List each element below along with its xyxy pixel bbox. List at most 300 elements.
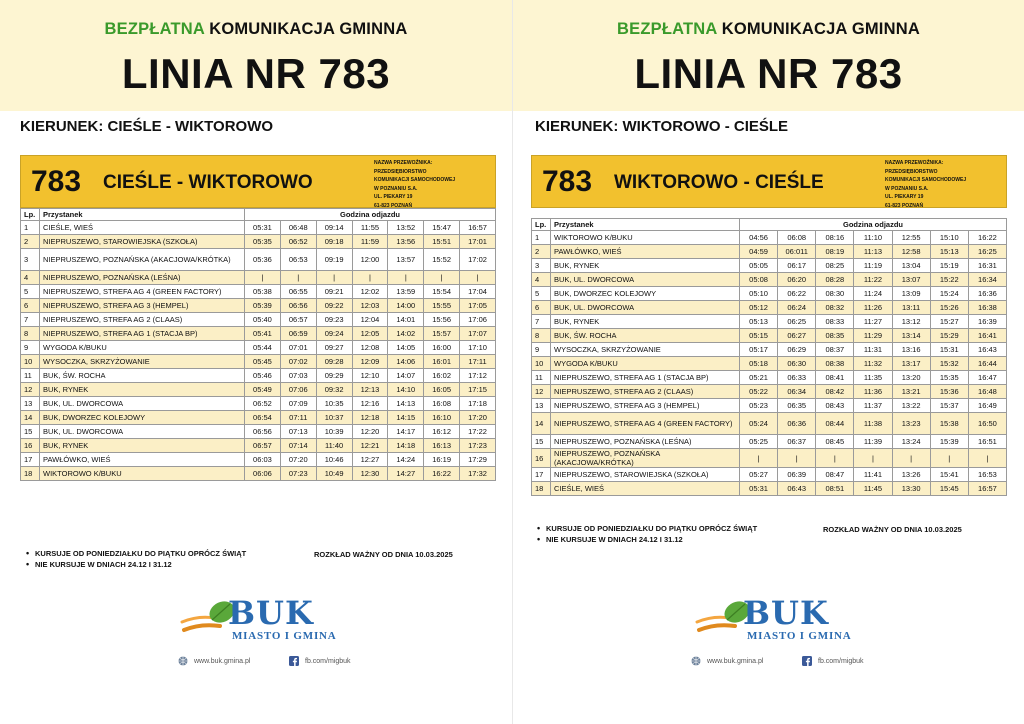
col-lp-header: Lp. xyxy=(21,209,40,221)
departure-time: 16:19 xyxy=(424,453,460,467)
departure-time: 05:36 xyxy=(245,249,281,271)
free-transport-title: BEZPŁATNA KOMUNIKACJA GMINNA xyxy=(617,20,920,38)
departure-time: 05:17 xyxy=(740,343,778,357)
departure-time: | xyxy=(460,271,496,285)
table-row xyxy=(532,449,1007,468)
row-lp: 11 xyxy=(21,369,40,383)
departure-time: 15:47 xyxy=(424,221,460,235)
departure-time: 17:07 xyxy=(460,327,496,341)
row-lp: 7 xyxy=(21,313,40,327)
logo-subtitle: MIASTO I GMINA xyxy=(747,630,852,642)
row-stop-name: BUK, UL. DWORCOWA xyxy=(551,273,740,287)
departure-time: 09:18 xyxy=(316,235,352,249)
departure-time: 06:34 xyxy=(778,385,816,399)
table-row xyxy=(21,249,496,271)
departure-time: 05:25 xyxy=(740,435,778,449)
col-lp-header: Lp. xyxy=(532,219,551,231)
table-row xyxy=(21,453,496,467)
row-stop-name: WYSOCZKA, SKRZYŻOWANIE xyxy=(551,343,740,357)
departure-time: 05:44 xyxy=(245,341,281,355)
departure-time: 06:011 xyxy=(778,245,816,259)
departure-time: 07:01 xyxy=(280,341,316,355)
table-row xyxy=(532,482,1007,496)
departure-time: 06:30 xyxy=(778,357,816,371)
departure-time: 12:20 xyxy=(352,425,388,439)
departure-time: | xyxy=(316,271,352,285)
departure-time: 17:06 xyxy=(460,313,496,327)
departure-time: 13:16 xyxy=(892,343,930,357)
departure-time: 12:21 xyxy=(352,439,388,453)
departure-time: 09:22 xyxy=(316,299,352,313)
departure-time: 16:53 xyxy=(968,468,1006,482)
departure-time: 05:40 xyxy=(245,313,281,327)
departure-time: 05:27 xyxy=(740,468,778,482)
departure-time: 15:13 xyxy=(930,245,968,259)
departure-time: | xyxy=(245,271,281,285)
departure-time: 14:02 xyxy=(388,327,424,341)
departure-time: 16:57 xyxy=(460,221,496,235)
table-row xyxy=(532,301,1007,315)
departure-time: 16:44 xyxy=(968,357,1006,371)
header-banner xyxy=(0,0,512,111)
departure-time: 15:57 xyxy=(424,327,460,341)
departure-time: 05:39 xyxy=(245,299,281,313)
carrier-info xyxy=(885,159,1005,210)
departure-time: 14:05 xyxy=(388,341,424,355)
departure-time: 16:51 xyxy=(968,435,1006,449)
table-row xyxy=(532,399,1007,413)
departure-time: 10:49 xyxy=(316,467,352,481)
departure-time: 13:09 xyxy=(892,287,930,301)
departure-time: 06:33 xyxy=(778,371,816,385)
departure-time: 11:39 xyxy=(854,435,892,449)
departure-time: 07:06 xyxy=(280,383,316,397)
row-lp: 5 xyxy=(532,287,551,301)
departure-time: 09:21 xyxy=(316,285,352,299)
departure-time: 11:32 xyxy=(854,357,892,371)
row-lp: 13 xyxy=(21,397,40,411)
departure-time: 08:41 xyxy=(816,371,854,385)
departure-time: 15:35 xyxy=(930,371,968,385)
departure-time: 17:10 xyxy=(460,341,496,355)
departure-time: 12:03 xyxy=(352,299,388,313)
departure-time: 15:19 xyxy=(930,259,968,273)
table-row xyxy=(21,411,496,425)
route-name: CIEŚLE - WIKTOROWO xyxy=(103,172,313,193)
departure-time: 13:57 xyxy=(388,249,424,271)
route-box xyxy=(531,155,1007,208)
departure-time: 16:34 xyxy=(968,273,1006,287)
departure-time: 08:47 xyxy=(816,468,854,482)
row-lp: 5 xyxy=(21,285,40,299)
departure-time: | xyxy=(352,271,388,285)
row-stop-name: BUK, UL. DWORCOWA xyxy=(40,425,245,439)
row-lp: 9 xyxy=(21,341,40,355)
col-times-header: Godzina odjazdu xyxy=(245,209,496,221)
row-stop-name: CIEŚLE, WIEŚ xyxy=(40,221,245,235)
row-stop-name: BUK, DWORZEC KOLEJOWY xyxy=(40,411,245,425)
departure-time: 16:13 xyxy=(424,439,460,453)
departure-time: 10:35 xyxy=(316,397,352,411)
departure-time: 08:30 xyxy=(816,287,854,301)
departure-time: | xyxy=(388,271,424,285)
departure-time: 06:56 xyxy=(280,299,316,313)
table-row xyxy=(532,468,1007,482)
departure-time: 06:48 xyxy=(280,221,316,235)
departure-time: 16:05 xyxy=(424,383,460,397)
carrier-line: 61-823 POZNAŃ xyxy=(374,202,413,209)
row-lp: 3 xyxy=(21,249,40,271)
departure-time: 17:18 xyxy=(460,397,496,411)
valid-from: ROZKŁAD WAŻNY OD DNIA 10.03.2025 xyxy=(823,525,962,534)
timetable xyxy=(531,218,1007,496)
departure-time: 13:07 xyxy=(892,273,930,287)
row-stop-name: NIEPRUSZEWO, POZNAŃSKA (AKACJOWA/KRÓTKA) xyxy=(551,449,740,468)
departure-time: 05:15 xyxy=(740,329,778,343)
departure-time: 11:59 xyxy=(352,235,388,249)
departure-time: 09:23 xyxy=(316,313,352,327)
carrier-line: W POZNANIU S.A. xyxy=(374,185,418,192)
table-row xyxy=(21,397,496,411)
header-banner xyxy=(513,0,1024,111)
departure-time: 16:01 xyxy=(424,355,460,369)
departure-time: 13:04 xyxy=(892,259,930,273)
row-lp: 14 xyxy=(532,413,551,435)
notes-list xyxy=(537,524,757,546)
departure-time: 13:30 xyxy=(892,482,930,496)
row-stop-name: NIEPRUSZEWO, STREFA AG 3 (HEMPEL) xyxy=(40,299,245,313)
row-stop-name: NIEPRUSZEWO, STREFA AG 2 (CLAAS) xyxy=(40,313,245,327)
note-item: • KURSUJE OD PONIEDZIAŁKU DO PIĄTKU OPRÓCZ ŚWIĄT xyxy=(26,549,246,558)
departure-time: 12:08 xyxy=(352,341,388,355)
departure-time: | xyxy=(778,449,816,468)
departure-time: 06:57 xyxy=(280,313,316,327)
departure-time: 15:52 xyxy=(424,249,460,271)
departure-time: 05:23 xyxy=(740,399,778,413)
row-lp: 11 xyxy=(532,371,551,385)
row-lp: 6 xyxy=(532,301,551,315)
departure-time: 17:04 xyxy=(460,285,496,299)
departure-time: 07:20 xyxy=(280,453,316,467)
departure-time: 05:12 xyxy=(740,301,778,315)
departure-time: 15:39 xyxy=(930,435,968,449)
timetable-page-right xyxy=(512,0,1024,724)
departure-time: 13:56 xyxy=(388,235,424,249)
departure-time: 05:18 xyxy=(740,357,778,371)
departure-time: 08:32 xyxy=(816,301,854,315)
table-row xyxy=(21,341,496,355)
table-row xyxy=(21,327,496,341)
departure-time: 06:37 xyxy=(778,435,816,449)
departure-time: 16:43 xyxy=(968,343,1006,357)
table-row xyxy=(21,235,496,249)
departure-time: 13:24 xyxy=(892,435,930,449)
carrier-line: PRZEDSIĘBIORSTWO xyxy=(885,168,938,175)
departure-time: 09:24 xyxy=(316,327,352,341)
departure-time: 11:35 xyxy=(854,371,892,385)
route-number: 783 xyxy=(31,165,82,198)
departure-time: 06:52 xyxy=(280,235,316,249)
departure-time: 08:25 xyxy=(816,259,854,273)
departure-time: 07:23 xyxy=(280,467,316,481)
website-link[interactable] xyxy=(178,656,250,666)
departure-time: 06:59 xyxy=(280,327,316,341)
row-stop-name: BUK, UL. DWORCOWA xyxy=(551,301,740,315)
table-row xyxy=(21,285,496,299)
carrier-line: KOMUNIKACJI SAMOCHODOWEJ xyxy=(885,177,967,183)
facebook-icon xyxy=(802,656,812,666)
website-link[interactable] xyxy=(691,656,763,666)
departure-time: 12:10 xyxy=(352,369,388,383)
carrier-line: UL. PIEKARY 19 xyxy=(374,194,413,200)
departure-time: 08:51 xyxy=(816,482,854,496)
departure-time: 09:28 xyxy=(316,355,352,369)
departure-time: | xyxy=(424,271,460,285)
row-lp: 12 xyxy=(532,385,551,399)
row-lp: 10 xyxy=(532,357,551,371)
row-lp: 7 xyxy=(532,315,551,329)
col-stop-header: Przystanek xyxy=(40,209,245,221)
departure-time: 16:49 xyxy=(968,399,1006,413)
departure-time: 05:13 xyxy=(740,315,778,329)
route-box xyxy=(20,155,496,208)
row-stop-name: BUK, RYNEK xyxy=(40,383,245,397)
row-lp: 14 xyxy=(21,411,40,425)
departure-time: 13:12 xyxy=(892,315,930,329)
departure-time: 08:37 xyxy=(816,343,854,357)
departure-time: 13:11 xyxy=(892,301,930,315)
departure-time: 16:47 xyxy=(968,371,1006,385)
row-stop-name: NIEPRUSZEWO, STAROWIEJSKA (SZKOŁA) xyxy=(551,468,740,482)
departure-time: 08:16 xyxy=(816,231,854,245)
buk-logo xyxy=(180,592,340,652)
departure-time: 08:38 xyxy=(816,357,854,371)
departure-time: 16:10 xyxy=(424,411,460,425)
departure-time: 06:20 xyxy=(778,273,816,287)
carrier-line: NAZWA PRZEWOŹNIKA: xyxy=(374,160,433,166)
departure-time: 15:32 xyxy=(930,357,968,371)
row-stop-name: BUK, ŚW. ROCHA xyxy=(40,369,245,383)
departure-time: 05:38 xyxy=(245,285,281,299)
departure-time: 06:43 xyxy=(778,482,816,496)
departure-time: 04:56 xyxy=(740,231,778,245)
carrier-line: W POZNANIU S.A. xyxy=(885,185,929,192)
valid-from: ROZKŁAD WAŻNY OD DNIA 10.03.2025 xyxy=(314,550,453,559)
row-stop-name: WIKTOROWO K/BUKU xyxy=(551,231,740,245)
departure-time: 06:06 xyxy=(245,467,281,481)
departure-time: 05:10 xyxy=(740,287,778,301)
departure-time: 16:12 xyxy=(424,425,460,439)
departure-time: 14:07 xyxy=(388,369,424,383)
departure-time: 14:00 xyxy=(388,299,424,313)
departure-time: 08:45 xyxy=(816,435,854,449)
carrier-line: PRZEDSIĘBIORSTWO xyxy=(374,168,427,175)
departure-time: 13:59 xyxy=(388,285,424,299)
row-lp: 1 xyxy=(532,231,551,245)
departure-time: 15:22 xyxy=(930,273,968,287)
line-title: LINIA NR 783 xyxy=(634,50,903,97)
row-stop-name: NIEPRUSZEWO, STAROWIEJSKA (SZKOŁA) xyxy=(40,235,245,249)
row-stop-name: BUK, DWORZEC KOLEJOWY xyxy=(551,287,740,301)
row-stop-name: NIEPRUSZEWO, STREFA AG 4 (GREEN FACTORY) xyxy=(551,413,740,435)
departure-time: 13:23 xyxy=(892,413,930,435)
table-row xyxy=(21,383,496,397)
departure-time: 12:18 xyxy=(352,411,388,425)
departure-time: 09:32 xyxy=(316,383,352,397)
table-row xyxy=(532,413,1007,435)
departure-time: 16:41 xyxy=(968,329,1006,343)
departure-time: 06:25 xyxy=(778,315,816,329)
departure-time: 17:01 xyxy=(460,235,496,249)
departure-time: 12:02 xyxy=(352,285,388,299)
departure-time: 17:02 xyxy=(460,249,496,271)
departure-time: 07:02 xyxy=(280,355,316,369)
departure-time: 11:13 xyxy=(854,245,892,259)
departure-time: 13:52 xyxy=(388,221,424,235)
line-title: LINIA NR 783 xyxy=(121,50,391,97)
departure-time: 09:27 xyxy=(316,341,352,355)
departure-time: 16:38 xyxy=(968,301,1006,315)
timetable xyxy=(20,208,496,481)
facebook-link[interactable] xyxy=(802,656,864,666)
departure-time: 07:03 xyxy=(280,369,316,383)
route-number: 783 xyxy=(542,165,593,198)
departure-time: 06:27 xyxy=(778,329,816,343)
departure-time: 15:10 xyxy=(930,231,968,245)
departure-time: 14:27 xyxy=(388,467,424,481)
table-row xyxy=(21,355,496,369)
departure-time: 08:42 xyxy=(816,385,854,399)
row-lp: 3 xyxy=(532,259,551,273)
carrier-line: 61-823 POZNAŃ xyxy=(885,202,924,209)
row-lp: 17 xyxy=(21,453,40,467)
departure-time: 06:03 xyxy=(245,453,281,467)
departure-time: 09:14 xyxy=(316,221,352,235)
departure-time: 06:53 xyxy=(280,249,316,271)
departure-time: 05:21 xyxy=(740,371,778,385)
buk-logo xyxy=(695,592,855,652)
route-name: WIKTOROWO - CIEŚLE xyxy=(614,172,824,193)
departure-time: 17:11 xyxy=(460,355,496,369)
row-lp: 13 xyxy=(532,399,551,413)
row-lp: 18 xyxy=(532,482,551,496)
table-row xyxy=(532,259,1007,273)
departure-time: 11:26 xyxy=(854,301,892,315)
departure-time: 07:11 xyxy=(280,411,316,425)
row-stop-name: BUK, RYNEK xyxy=(551,315,740,329)
departure-time: 13:21 xyxy=(892,385,930,399)
departure-time: 15:51 xyxy=(424,235,460,249)
departure-time: 06:57 xyxy=(245,439,281,453)
departure-time: 15:54 xyxy=(424,285,460,299)
departure-time: 09:19 xyxy=(316,249,352,271)
departure-time: 06:17 xyxy=(778,259,816,273)
departure-time: | xyxy=(892,449,930,468)
departure-time: 08:35 xyxy=(816,329,854,343)
departure-time: 17:29 xyxy=(460,453,496,467)
row-stop-name: NIEPRUSZEWO, STREFA AG 1 (STACJA BP) xyxy=(551,371,740,385)
free-transport-title: BEZPŁATNA KOMUNIKACJA GMINNA xyxy=(104,20,408,38)
row-stop-name: BUK, UL. DWORCOWA xyxy=(40,397,245,411)
table-row xyxy=(21,271,496,285)
departure-time: 16:39 xyxy=(968,315,1006,329)
table-row xyxy=(532,435,1007,449)
departure-time: 05:24 xyxy=(740,413,778,435)
departure-time: 05:49 xyxy=(245,383,281,397)
departure-time: 14:15 xyxy=(388,411,424,425)
departure-time: 15:27 xyxy=(930,315,968,329)
departure-time: 15:55 xyxy=(424,299,460,313)
table-row xyxy=(532,357,1007,371)
departure-time: 12:30 xyxy=(352,467,388,481)
departure-time: 17:22 xyxy=(460,425,496,439)
departure-time: 16:22 xyxy=(424,467,460,481)
row-lp: 16 xyxy=(532,449,551,468)
departure-time: 07:14 xyxy=(280,439,316,453)
departure-time: 12:27 xyxy=(352,453,388,467)
departure-time: 16:50 xyxy=(968,413,1006,435)
departure-time: 10:39 xyxy=(316,425,352,439)
departure-time: 17:05 xyxy=(460,299,496,313)
departure-time: 05:08 xyxy=(740,273,778,287)
carrier-line: KOMUNIKACJI SAMOCHODOWEJ xyxy=(374,177,456,183)
row-stop-name: NIEPRUSZEWO, POZNAŃSKA (LEŚNA) xyxy=(40,271,245,285)
departure-time: 17:32 xyxy=(460,467,496,481)
departure-time: 12:04 xyxy=(352,313,388,327)
departure-time: 13:20 xyxy=(892,371,930,385)
row-stop-name: NIEPRUSZEWO, POZNAŃSKA (LEŚNA) xyxy=(551,435,740,449)
row-stop-name: WYSOCZKA, SKRZYŻOWANIE xyxy=(40,355,245,369)
departure-time: 14:24 xyxy=(388,453,424,467)
table-row xyxy=(532,343,1007,357)
departure-time: 05:22 xyxy=(740,385,778,399)
website-text: www.buk.gmina.pl xyxy=(194,657,251,665)
departure-time: 07:09 xyxy=(280,397,316,411)
logo-name: BUK xyxy=(228,594,314,632)
row-stop-name: NIEPRUSZEWO, STREFA AG 1 (STACJA BP) xyxy=(40,327,245,341)
departure-time: 05:41 xyxy=(245,327,281,341)
departure-time: 08:43 xyxy=(816,399,854,413)
departure-time: 15:24 xyxy=(930,287,968,301)
facebook-icon xyxy=(289,656,299,666)
table-row xyxy=(532,329,1007,343)
note-item: • KURSUJE OD PONIEDZIAŁKU DO PIĄTKU OPRÓCZ ŚWIĄT xyxy=(537,524,757,533)
departure-time: 16:25 xyxy=(968,245,1006,259)
departure-time: 16:08 xyxy=(424,397,460,411)
departure-time: 11:27 xyxy=(854,315,892,329)
row-lp: 9 xyxy=(532,343,551,357)
table-row xyxy=(21,369,496,383)
departure-time: 15:38 xyxy=(930,413,968,435)
row-lp: 16 xyxy=(21,439,40,453)
departure-time: 06:39 xyxy=(778,468,816,482)
logo-subtitle: MIASTO I GMINA xyxy=(232,630,337,642)
globe-icon xyxy=(178,656,188,666)
table-row xyxy=(21,439,496,453)
departure-time: 11:24 xyxy=(854,287,892,301)
table-row xyxy=(21,467,496,481)
departure-time: 06:22 xyxy=(778,287,816,301)
departure-time: | xyxy=(816,449,854,468)
departure-time: 06:56 xyxy=(245,425,281,439)
facebook-link[interactable] xyxy=(289,656,351,666)
row-lp: 8 xyxy=(21,327,40,341)
row-stop-name: WYGODA K/BUKU xyxy=(40,341,245,355)
departure-time: 06:35 xyxy=(778,399,816,413)
row-stop-name: BUK, RYNEK xyxy=(551,259,740,273)
departure-time: 09:29 xyxy=(316,369,352,383)
table-row xyxy=(21,425,496,439)
